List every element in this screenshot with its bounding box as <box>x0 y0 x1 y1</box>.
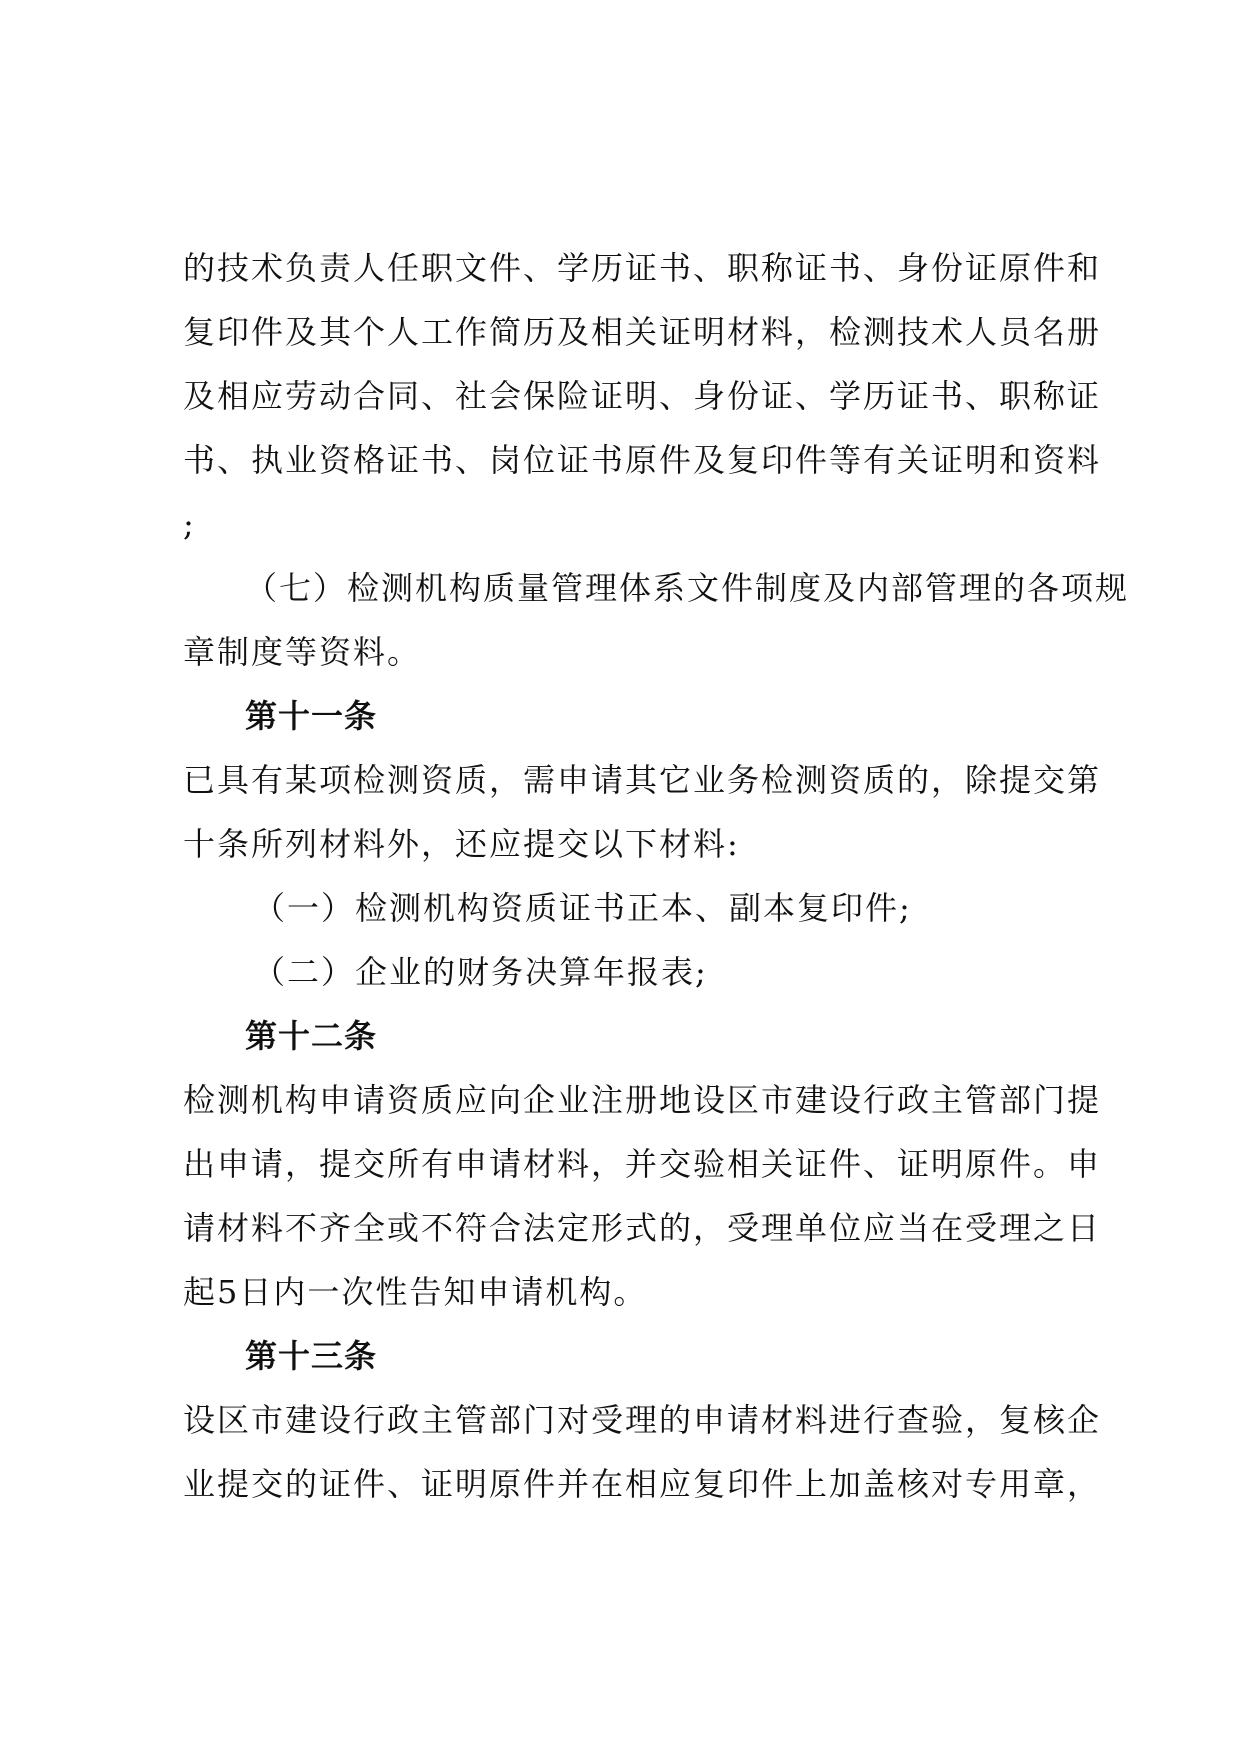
list-item-7: （七）检测机构质量管理体系文件制度及内部管理的各项规 <box>245 569 1130 607</box>
body-text-line: 章制度等资料。 <box>183 633 422 671</box>
list-item-2: （二）企业的财务决算年报表; <box>253 953 708 991</box>
body-text-line: 复印件及其个人工作简历及相关证明材料，检测技术人员名册 <box>183 313 1102 351</box>
list-item-1: （一）检测机构资质证书正本、副本复印件; <box>253 889 912 927</box>
body-text-line: 起5日内一次性告知申请机构。 <box>183 1273 648 1311</box>
body-text-line: 及相应劳动合同、社会保险证明、身份证、学历证书、职称证 <box>183 377 1102 415</box>
body-text-line: ; <box>183 505 196 543</box>
body-text-line: 出申请，提交所有申请材料，并交验相关证件、证明原件。申 <box>183 1145 1102 1183</box>
article-11-heading: 第十一条 <box>245 697 378 735</box>
body-text-line: 请材料不齐全或不符合法定形式的，受理单位应当在受理之日 <box>183 1209 1102 1247</box>
body-text-line: 书、执业资格证书、岗位证书原件及复印件等有关证明和资料 <box>183 441 1102 479</box>
body-text-line: 已具有某项检测资质，需申请其它业务检测资质的，除提交第 <box>183 761 1102 799</box>
body-text-line: 检测机构申请资质应向企业注册地设区市建设行政主管部门提 <box>183 1081 1102 1119</box>
body-text-line: 设区市建设行政主管部门对受理的申请材料进行查验，复核企 <box>183 1401 1102 1439</box>
body-text-line: 业提交的证件、证明原件并在相应复印件上加盖核对专用章， <box>183 1465 1102 1503</box>
article-13-heading: 第十三条 <box>245 1337 378 1375</box>
body-text-line: 十条所列材料外，还应提交以下材料: <box>183 825 740 863</box>
body-text-line: 的技术负责人任职文件、学历证书、职称证书、身份证原件和 <box>183 249 1102 287</box>
article-12-heading: 第十二条 <box>245 1017 378 1055</box>
